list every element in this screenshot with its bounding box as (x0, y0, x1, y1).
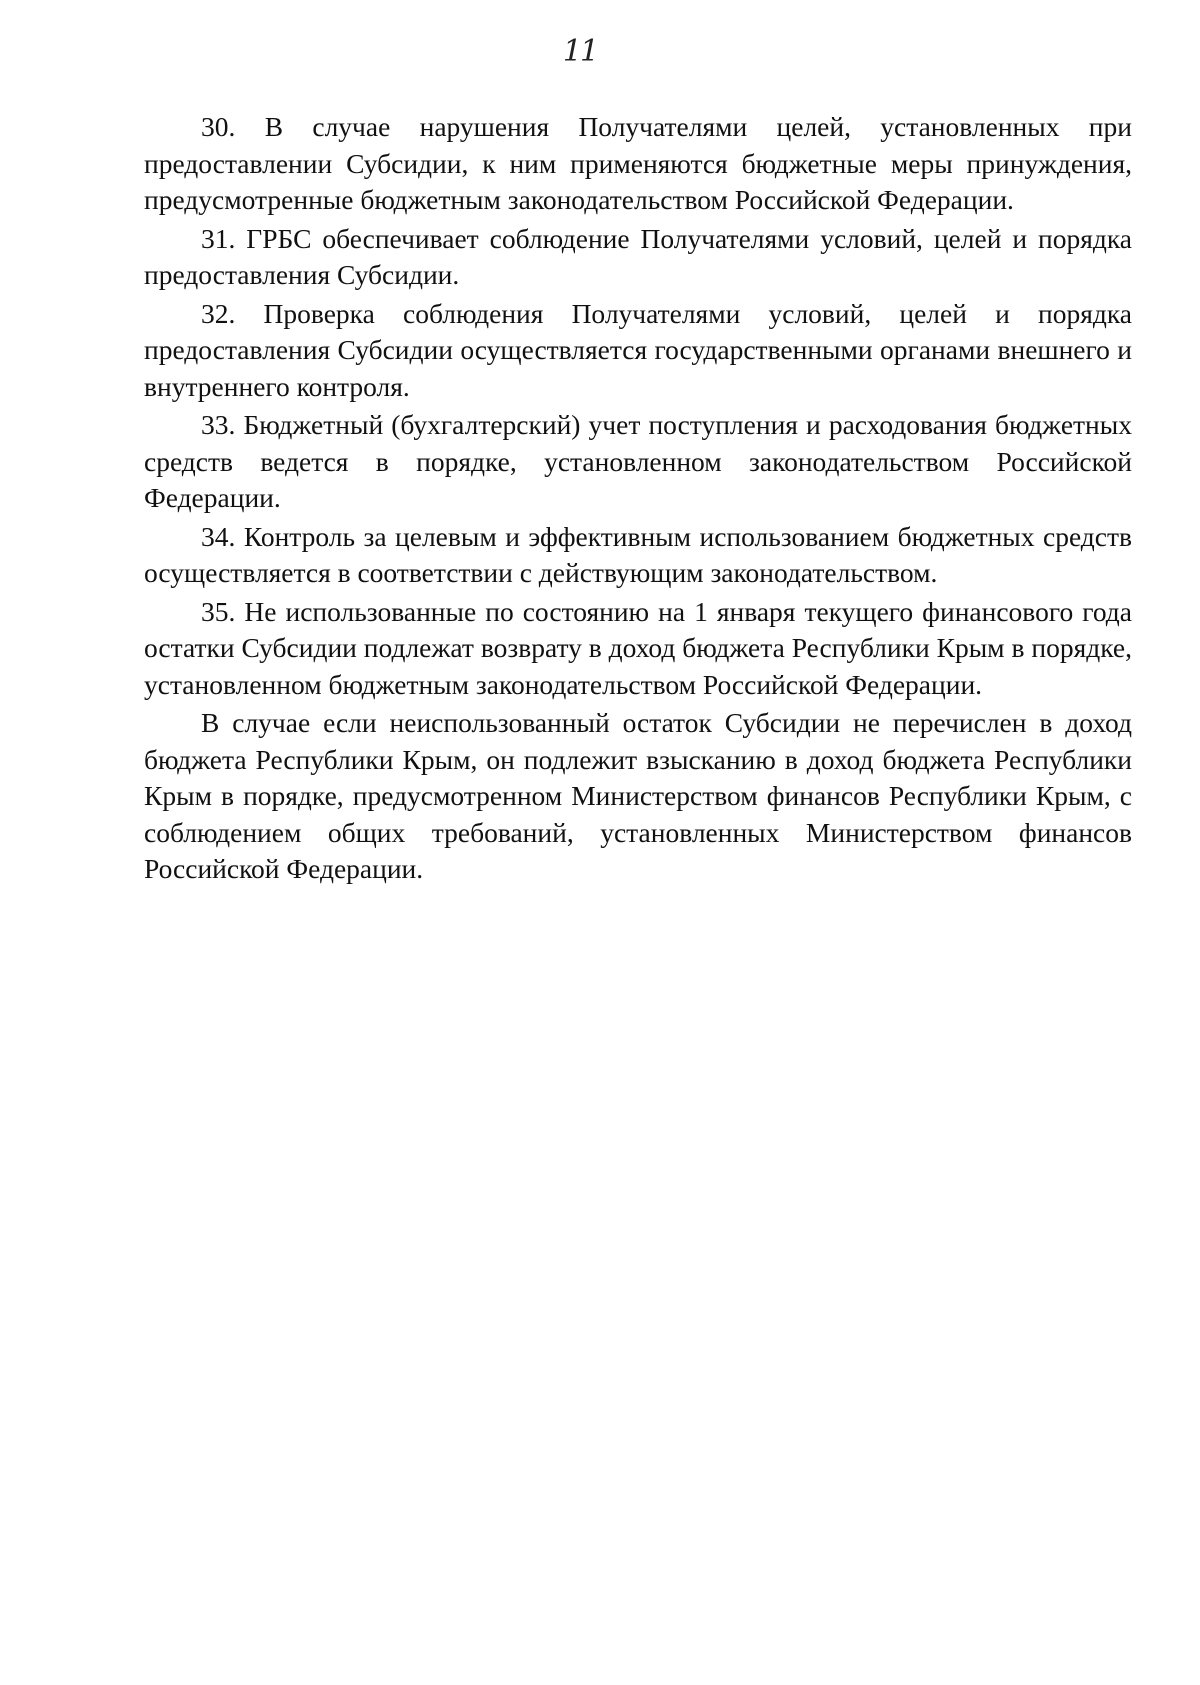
page-number: 11 (562, 34, 598, 69)
paragraph-35-continuation: В случае если неиспользованный остаток Субсидии не перечислен в доход бюджета Республики Крым, он подлежит взысканию в доход бюджета Республики Крым в порядке, предусмотренном Министерством финансов Республики Крым, с соблюдением общих требований, установленных Министерством финансов Российской Федерации. (144, 707, 1132, 884)
paragraph-32: 32. Проверка соблюдения Получателями условий, целей и порядка предоставления Субсидии осуществляется государственными органами внешнего и внутреннего контроля. (144, 297, 1132, 402)
paragraph-35: 35. Не использованные по состоянию на 1 января текущего финансового года остатки Субсидии подлежат возврату в доход бюджета Республики Крым в порядке, установленном бюджетным законодательством Российской Федерации. (144, 595, 1132, 700)
paragraph-33: 33. Бюджетный (бухгалтерский) учет поступления и расходования бюджетных средств ведется в порядке, установленном законодательством Российской Федерации. (144, 409, 1132, 513)
paragraph-34: 34. Контроль за целевым и эффективным использованием бюджетных средств осуществляется в соответствии с действующим законодательством. (144, 520, 1132, 588)
document-body (144, 109, 1132, 888)
paragraph-30: 30. В случае нарушения Получателями целей, установленных при предоставлении Субсидии, к ним применяются бюджетные меры принуждения, предусмотренные бюджетным законодательством Российской Федерации. (144, 111, 1132, 215)
paragraph-31: 31. ГРБС обеспечивает соблюдение Получателями условий, целей и порядка предоставления Субсидии. (144, 222, 1132, 290)
